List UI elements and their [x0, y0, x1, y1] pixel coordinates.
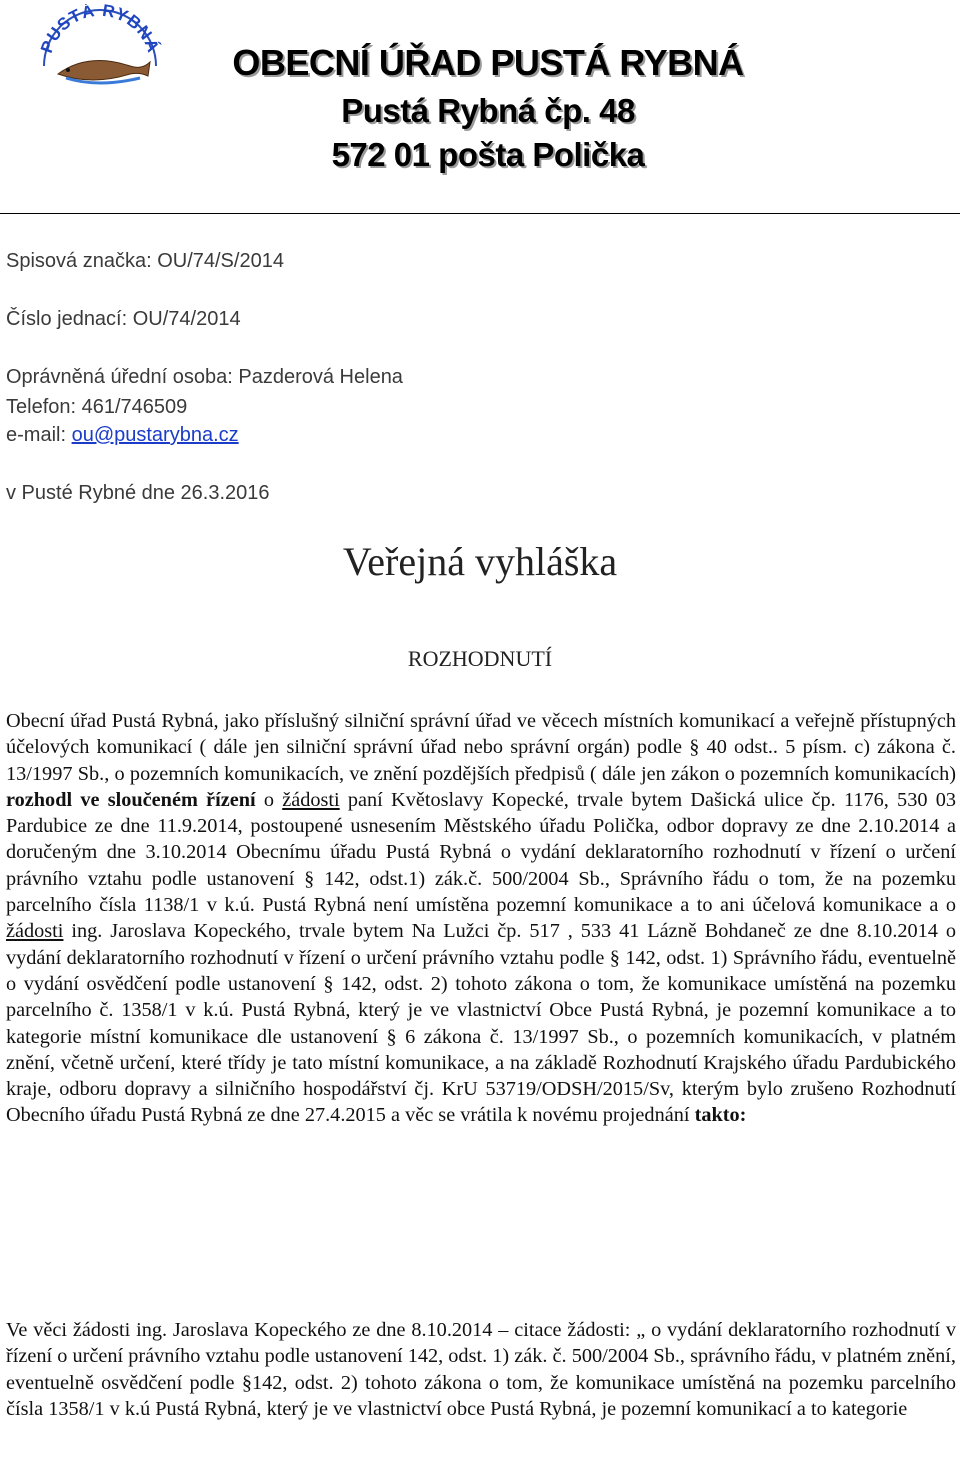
office-post: 572 01 pošta Polička	[331, 136, 645, 173]
email-link[interactable]: ou@pustarybna.cz	[71, 424, 239, 446]
request-term: žádosti	[6, 920, 64, 943]
svg-text:PUSTÁ RYBNÁ	[37, 4, 163, 56]
municipality-logo	[36, 4, 164, 90]
reference-number: Číslo jednací: OU/74/2014	[6, 308, 241, 330]
decision-keyword: takto:	[694, 1104, 747, 1127]
paragraph-text: ing. Jaroslava Kopeckého, trvale bytem Na Lužci čp. 517 , 533 41 Lázně Bohdaneč ze dne 8.10.2014 o vydání deklaratorního rozhodnutí v řízení o určení právního vztahu podle § 142, odst. 1) Správního řádu, eventuelně o vydání osvědčení podle ustanovení § 142, odst. 2) tohoto zákona o tom, že komunikace umístěná na pozemku parcelního č. 1358/1 v k.ú. Pustá Rybná, který je ve vlastnictví Obce Pustá Rybná, je pozemní komunikace a to kategorie místní komunikace dle ustanovení § 6 zákona č. 13/1997 Sb., o pozemních komunikacích, v platném znění, včetně určení, které třídy je tato místní komunikace, a na základě Rozhodnutí Krajského úřadu Pardubického kraje, odboru dopravy a silničního hospodářství čj. KrU 53719/ODSH/2015/Sv, kterým bylo zrušeno Rozhodnutí Obecního úřadu Pustá Rybná ze dne 27.4.2015 a věc se vrátila k novému projednání	[6, 920, 956, 1127]
request-term: žádosti	[282, 788, 340, 811]
header-divider	[0, 213, 960, 214]
decision-paragraph	[6, 708, 956, 1129]
paragraph-text: Obecní úřad Pustá Rybná, jako příslušný silniční správní úřad ve věcech místních komunikací a veřejně přístupných účelových komunikací ( dále jen silniční správní úřad nebo správní orgán) podle § 40 odst.. 5 písm. c) zákona č. 13/1997 Sb., o pozemních komunikacích, ve znění pozdějších předpisů ( dále jen zákon o pozemních komunikacích)	[6, 710, 956, 785]
email-line	[6, 424, 239, 447]
decision-emphasis: rozhodl ve sloučeném řízení	[6, 788, 256, 811]
paragraph-text: o	[255, 788, 283, 811]
document-title: Veřejná vyhláška	[342, 539, 618, 584]
logo-text: PUSTÁ RYBNÁ	[36, 4, 164, 56]
official-person: Oprávněná úřední osoba: Pazderová Helena	[6, 366, 403, 388]
request-paragraph: Ve věci žádosti ing. Jaroslava Kopeckého ze dne 8.10.2014 – citace žádosti: „ o vydání deklaratorního rozhodnutí v řízení o určení právního vztahu podle ustanovení 142, odst. 1) zák. č. 500/2004 Sb., správního řádu, v platném znění, eventuelně osvědčení podle §142, odst. 2) tohoto zákona o tom, že komunikace umístěná na pozemku parcelního čísla 1358/1 v k.ú Pustá Rybná, který je ve vlastnictví obce Pustá Rybná, je pozemní komunikací a to kategorie	[6, 1319, 956, 1420]
file-mark: Spisová značka: OU/74/S/2014	[6, 250, 284, 272]
office-title: OBECNÍ ÚŘAD PUSTÁ RYBNÁ	[232, 42, 744, 83]
phone: Telefon: 461/746509	[6, 396, 188, 418]
email-label: e-mail:	[6, 424, 67, 446]
paragraph-text: paní Květoslavy Kopecké, trvale bytem Dašická ulice čp. 1176, 530 03 Pardubice ze dne 11.9.2014, postoupené usnesením Městského úřadu Polička, odbor dopravy ze dne 2.10.2014 a doručeným dne 3.10.2014 Obecnímu úřadu Pustá Rybná o vydání deklaratorního rozhodnutí v řízení o určení právního vztahu podle ustanovení § 142, odst.1) zák.č. 500/2004 Sb., Správního řádu o tom, že na pozemku parcelního čísla 1138/1 v k.ú. Pustá Rybná není umístěna pozemní komunikace a to ani účelová komunikace a o	[6, 788, 956, 917]
document-subtitle: ROZHODNUTÍ	[407, 646, 553, 671]
document-date: v Pusté Rybné dne 26.3.2016	[6, 482, 270, 504]
office-address: Pustá Rybná čp. 48	[341, 92, 635, 129]
